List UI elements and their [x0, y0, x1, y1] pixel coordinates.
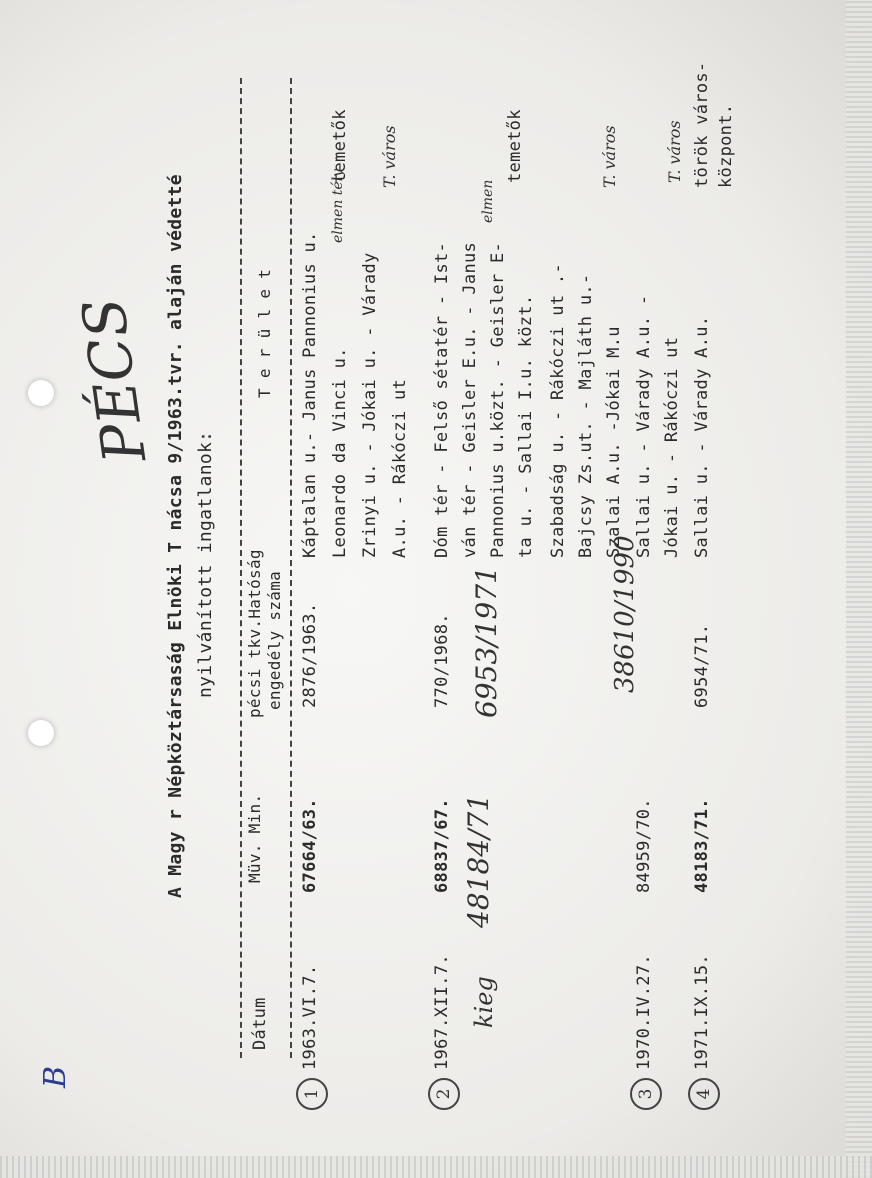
entry-area-line: Sallai u. - Várady A.u. [692, 315, 712, 558]
entry-area-line: Szalai A.u. -Jókai M.u [604, 326, 624, 558]
entry-muv: 68837/67. [432, 798, 452, 893]
entry-date: 1971.IX.15. [692, 954, 712, 1070]
entry-area-line: ta u. - Sallai I.u. közt. [516, 294, 536, 558]
handwritten-authority: 38610/1990 [610, 535, 640, 693]
header-top-rule [240, 78, 242, 1058]
entry-area-line: Dóm tér - Felső sétatér - Ist- [432, 241, 452, 558]
entry-note-extra: T. város [600, 125, 619, 188]
entry-area-line: Sallai u. - Várady A.u. - [634, 294, 654, 558]
entry-note-area: temetők [505, 109, 525, 183]
entry-date: 1970.IV.27. [634, 954, 654, 1070]
header-line-1: A Magy r Népköztársaság Elnöki T nácsa 9/1963.tvr. alaján védetté [165, 174, 186, 898]
col-header-authority-2: engedély száma [265, 570, 284, 710]
handwritten-authority: 6953/1971 [470, 566, 503, 718]
header-line-2: nyilvánított ingatlanok: [195, 430, 216, 698]
entry-number-circle: 4 [688, 1078, 720, 1110]
entry-note-extra-line: központ. [716, 103, 736, 188]
header-bottom-rule [290, 78, 292, 1058]
entry-date: 1963.VI.7. [300, 964, 320, 1070]
col-header-date: Dátum [250, 997, 270, 1050]
entry-muv: 67664/63. [300, 798, 320, 893]
col-header-muv: Müv. Min. [245, 793, 264, 883]
entry-authority: 6954/71. [692, 623, 712, 708]
entry-muv: 84959/70. [634, 798, 654, 893]
entry-area-line: Szabadság u. - Rákóczi ut .- [548, 263, 568, 558]
handwritten-prefix: kieg [470, 976, 498, 1028]
entry-note-extra: T. város [665, 120, 684, 183]
entry-authority: 2876/1963. [300, 602, 320, 708]
handwritten-mark: B [38, 1065, 73, 1088]
entry-authority: 770/1968. [432, 613, 452, 708]
handwritten-city: PÉCS [68, 293, 160, 467]
entry-area-line: Bajcsy Zs.ut. - Majláth u.- [576, 273, 596, 558]
entry-number-circle: 3 [630, 1078, 662, 1110]
entry-area-line: Leonardo da Vinci u. [330, 347, 350, 558]
entry-area-line: Pannonius u.közt. - Geisler E- [488, 241, 508, 558]
entry-area-line: Jókai u. - Rákóczi ut [662, 336, 682, 558]
entry-note-extra: T. város [380, 125, 399, 188]
entry-number-circle: 1 [296, 1078, 328, 1110]
entry-number-circle: 2 [428, 1078, 460, 1110]
entry-muv: 48183/71. [692, 798, 712, 893]
entry-note-extra-line: török város- [692, 61, 712, 188]
handwritten-note: elmen tély [330, 168, 346, 243]
entry-date: 1967.XII.7. [432, 954, 452, 1070]
entry-area-line: A.u. - Rákóczi ut [390, 378, 410, 558]
entry-area-line: Zrinyi u. - Jókai u. - Várady [360, 252, 380, 558]
entry-note-area: temetők [330, 109, 350, 183]
handwritten-note: elmen [480, 179, 496, 223]
entry-area-line: ván tér - Geisler E.u. - Janus [460, 241, 480, 558]
col-header-area: T e r ü l e t [255, 268, 274, 398]
col-header-authority-1: pécsi tkv.Hatóság [245, 549, 264, 718]
entry-area-line: Káptalan u.- Janus Pannonius u. [300, 231, 320, 558]
handwritten-muv: 48184/71 [462, 793, 495, 928]
